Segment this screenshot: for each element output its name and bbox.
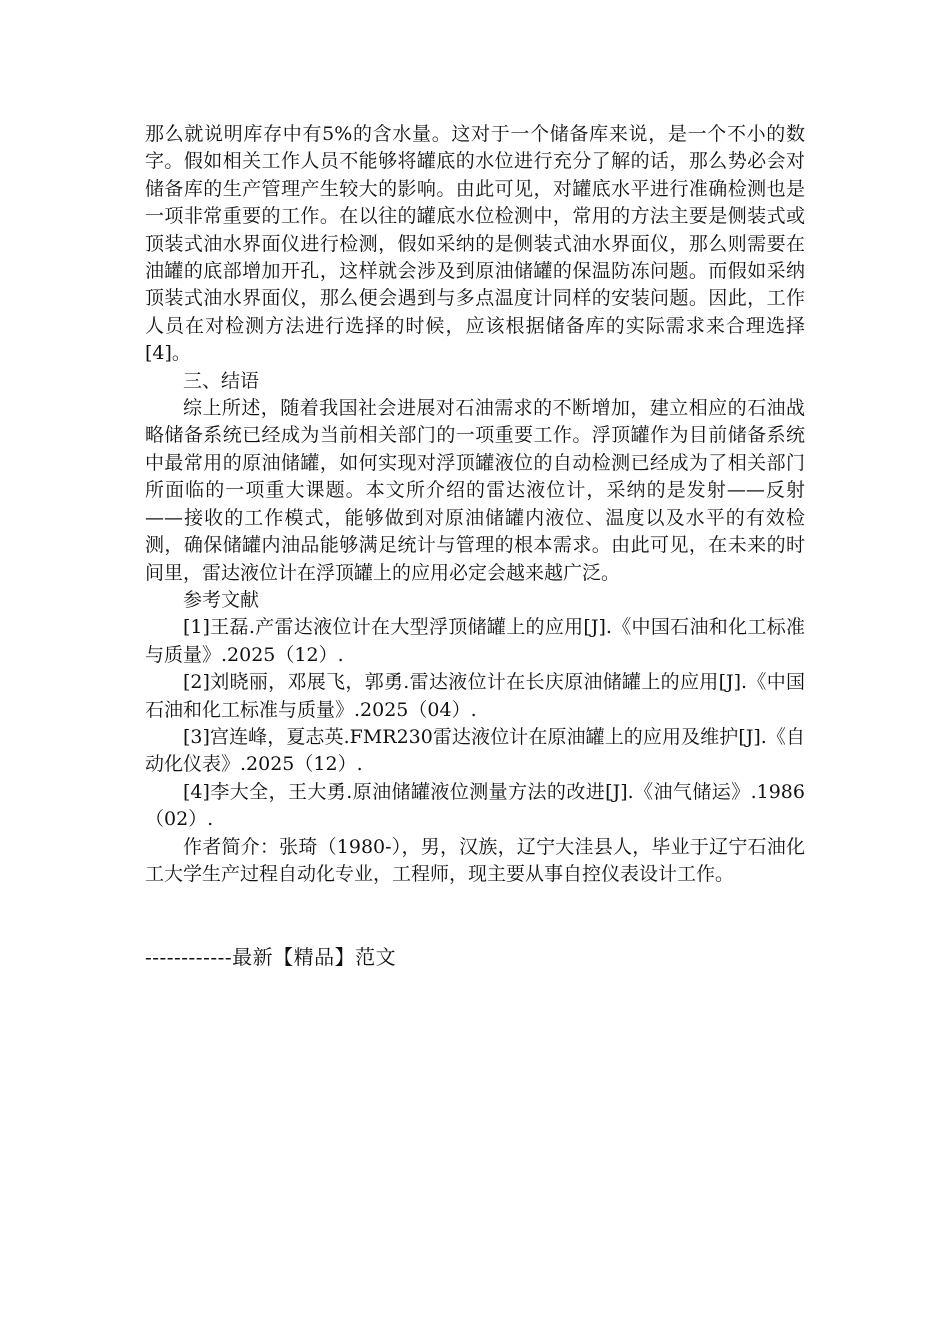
reference-item-3: [3]宫连峰，夏志英.FMR230雷达液位计在原油罐上的应用及维护[J].《自动化仪表》.2025（12）. (145, 725, 805, 776)
reference-item-1: [1]王磊.产雷达液位计在大型浮顶储罐上的应用[J].《中国石油和化工标准与质量》.2025（12）. (145, 616, 805, 666)
conclusion-paragraph: 综上所述，随着我国社会进展对石油需求的不断增加，建立相应的石油战略储备系统已经成为当前相关部门的一项重要工作。浮顶罐作为目前储备系统中最常用的原油储罐，如何实现对浮顶罐液位的自动检测已经成为了相关部门所面临的一项重大课题。本文所介绍的雷达液位计，采纳的是发射——反射——接收的工作模式，能够做到对原油储罐内液位、温度以及水平的有效检测，确保储罐内油品能够满足统计与管理的根本需求。由此可见，在未来的时间里，雷达液位计在浮顶罐上的应用必定会越来越广泛。 (145, 397, 805, 584)
document-body (145, 121, 805, 888)
references-heading: 参考文献 (183, 588, 260, 611)
reference-item-4: [4]李大全，王大勇.原油储罐液位测量方法的改进[J].《油气储运》.1986（02）. (145, 780, 805, 831)
body-paragraph: 那么就说明库存中有5%的含水量。这对于一个储备库来说，是一个不小的数字。假如相关工作人员不能够将罐底的水位进行充分了解的话，那么势必会对储备库的生产管理产生较大的影响。由此可见，对罐底水平进行准确检测也是一项非常重要的工作。在以往的罐底水位检测中，常用的方法主要是侧装式或顶装式油水界面仪进行检测，假如采纳的是侧装式油水界面仪，那么则需要在油罐的底部增加开孔，这样就会涉及到原油储罐的保温防冻问题。而假如采纳顶装式油水界面仪，那么便会遇到与多点温度计同样的安装问题。因此，工作人员在对检测方法进行选择的时候，应该根据储备库的实际需求来合理选择[4]。 (145, 123, 805, 365)
reference-item-2: [2]刘晓丽，邓展飞，郭勇.雷达液位计在长庆原油储罐上的应用[J].《中国石油和化工标准与质量》.2025（04）. (145, 671, 805, 721)
footer-text: ------------最新【精品】范文 (145, 945, 397, 969)
section-heading: 三、结语 (183, 369, 260, 392)
author-bio: 作者简介：张琦（1980-），男，汉族，辽宁大洼县人，毕业于辽宁石油化工大学生产过程自动化专业，工程师，现主要从事自控仪表设计工作。 (145, 835, 805, 885)
